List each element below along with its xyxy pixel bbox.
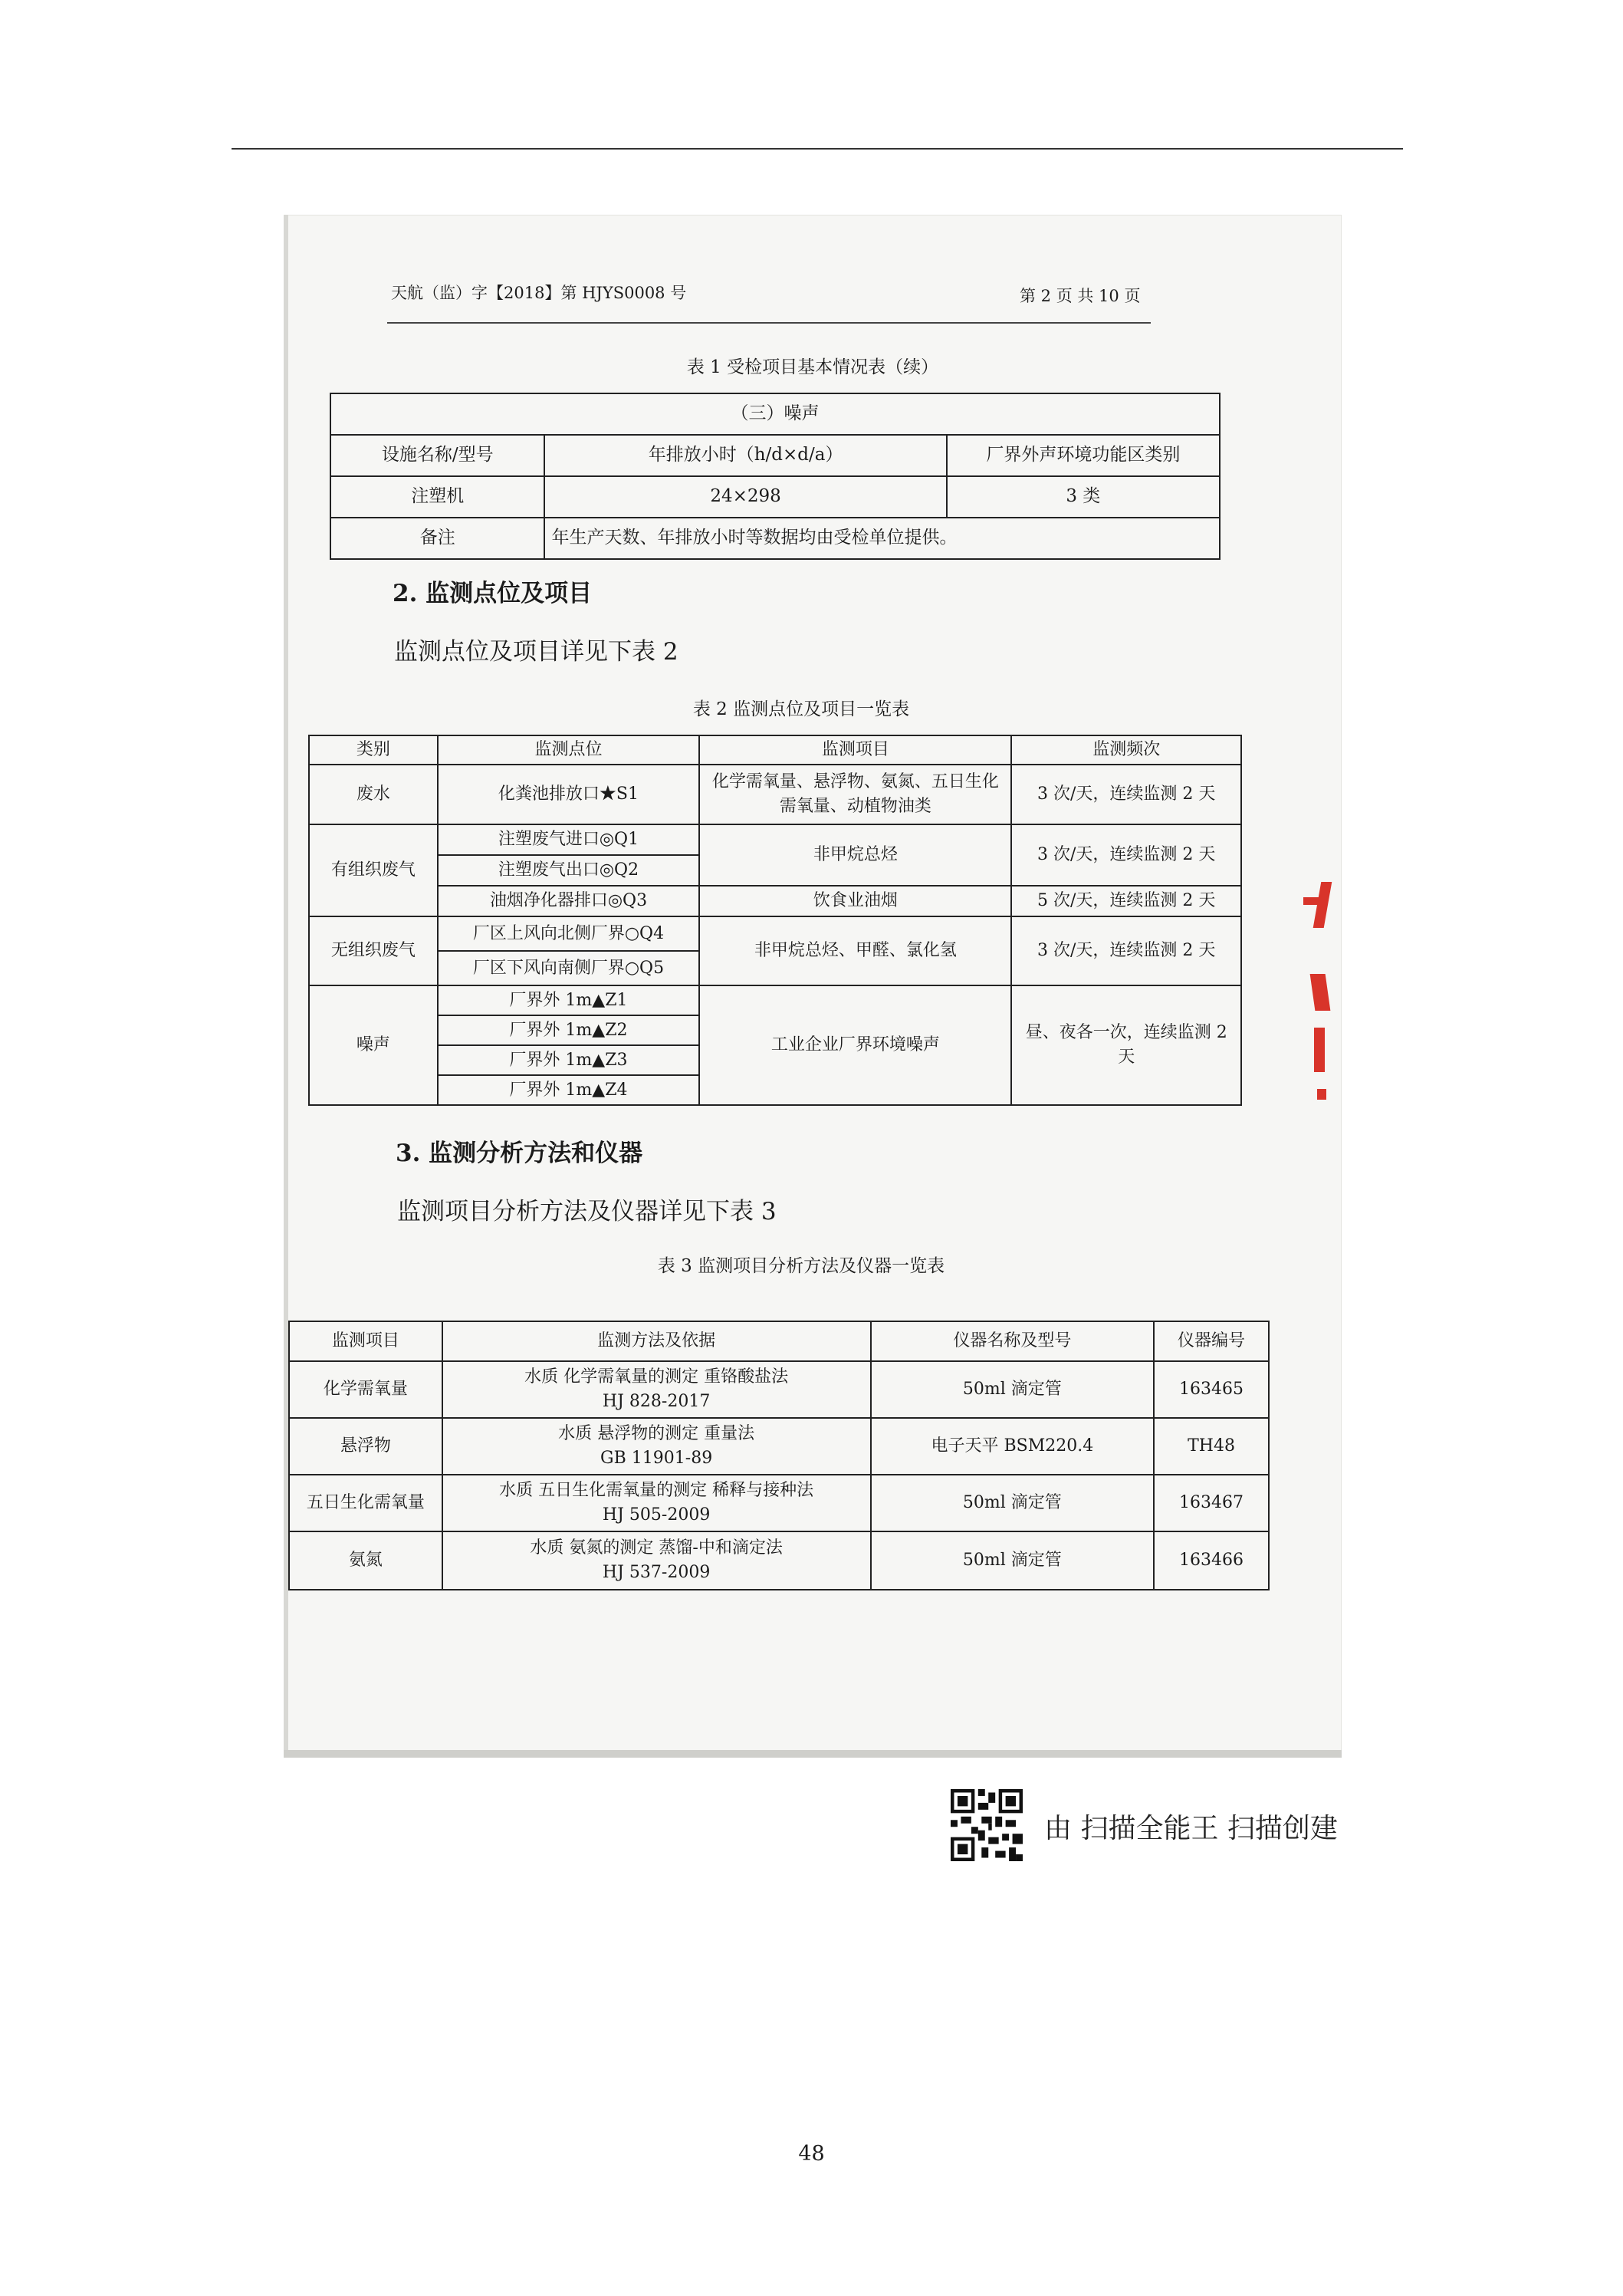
table2-items: 饮食业油烟 xyxy=(699,886,1011,916)
header-rule xyxy=(387,322,1151,324)
table2-items: 非甲烷总烃、甲醛、氯化氢 xyxy=(699,916,1011,985)
table3-instrument: 50ml 滴定管 xyxy=(871,1475,1154,1531)
table3-code: 163467 xyxy=(1154,1475,1269,1531)
table1-note-text: 年生产天数、年排放小时等数据均由受检单位提供。 xyxy=(544,518,1220,559)
table3-code: 163465 xyxy=(1154,1361,1269,1418)
stamp-fragment xyxy=(1317,1089,1326,1100)
table1-note-label: 备注 xyxy=(330,518,544,559)
table2-caption: 表 2 监测点位及项目一览表 xyxy=(692,699,910,719)
section3-heading: 3. 监测分析方法和仪器 xyxy=(396,1140,643,1167)
table3-header: 监测项目 xyxy=(289,1321,442,1361)
table1-header: 厂界外声环境功能区类别 xyxy=(947,435,1220,476)
table3-item: 五日生化需氧量 xyxy=(289,1475,442,1531)
table2-category: 废水 xyxy=(309,765,438,824)
table1-section: （三）噪声 xyxy=(330,393,1220,435)
table3-item: 悬浮物 xyxy=(289,1418,442,1475)
table3-instrument: 电子天平 BSM220.4 xyxy=(871,1418,1154,1475)
table2-point: 注塑废气进口◎Q1 xyxy=(438,824,699,855)
table2-point: 厂界外 1m▲Z4 xyxy=(438,1075,699,1105)
table3-header: 仪器编号 xyxy=(1154,1321,1269,1361)
table2-header: 监测项目 xyxy=(699,735,1011,765)
method-standard: HJ 828-2017 xyxy=(602,1392,711,1411)
qr-code-icon xyxy=(951,1789,1023,1861)
table1-caption: 表 1 受检项目基本情况表（续） xyxy=(686,357,939,377)
table3 xyxy=(288,1321,1270,1590)
table2-point: 厂界外 1m▲Z2 xyxy=(438,1015,699,1045)
table3-method xyxy=(442,1531,871,1590)
table1-header: 年排放小时（h/d×d/a） xyxy=(544,435,946,476)
table1-cell: 3 类 xyxy=(947,476,1220,518)
table3-caption: 表 3 监测项目分析方法及仪器一览表 xyxy=(657,1256,945,1276)
method-standard: HJ 537-2009 xyxy=(602,1563,711,1582)
table2-frequency: 5 次/天，连续监测 2 天 xyxy=(1011,886,1241,916)
table3-header: 监测方法及依据 xyxy=(442,1321,871,1361)
method-name: 水质 悬浮物的测定 重量法 xyxy=(558,1424,755,1444)
page-number: 48 xyxy=(798,2142,825,2166)
table2-frequency: 昼、夜各一次，连续监测 2 天 xyxy=(1011,985,1241,1105)
section3-text: 监测项目分析方法及仪器详见下表 3 xyxy=(397,1198,777,1225)
stamp-fragment xyxy=(1314,1028,1325,1072)
table3-code: TH48 xyxy=(1154,1418,1269,1475)
table2-header: 监测点位 xyxy=(438,735,699,765)
table3-item: 氨氮 xyxy=(289,1531,442,1590)
table3-method xyxy=(442,1475,871,1531)
table3-code: 163466 xyxy=(1154,1531,1269,1590)
table2 xyxy=(308,735,1242,1106)
method-name: 水质 五日生化需氧量的测定 稀释与接种法 xyxy=(499,1481,814,1501)
table2-point: 注塑废气出口◎Q2 xyxy=(438,855,699,886)
table3-header: 仪器名称及型号 xyxy=(871,1321,1154,1361)
table3-instrument: 50ml 滴定管 xyxy=(871,1361,1154,1418)
table2-point: 化粪池排放口★S1 xyxy=(438,765,699,824)
method-name: 水质 化学需氧量的测定 重铬酸盐法 xyxy=(524,1367,789,1387)
table2-point: 厂界外 1m▲Z3 xyxy=(438,1045,699,1075)
table2-point: 厂界外 1m▲Z1 xyxy=(438,985,699,1015)
table2-point: 厂区上风向北侧厂界○Q4 xyxy=(438,916,699,951)
page-info: 第 2 页 共 10 页 xyxy=(1020,287,1141,305)
table3-method xyxy=(442,1418,871,1475)
table2-header: 监测频次 xyxy=(1011,735,1241,765)
table1 xyxy=(330,393,1221,560)
table1-header: 设施名称/型号 xyxy=(330,435,544,476)
table2-category: 无组织废气 xyxy=(309,916,438,985)
table1-cell: 注塑机 xyxy=(330,476,544,518)
table2-frequency: 3 次/天，连续监测 2 天 xyxy=(1011,824,1241,886)
method-name: 水质 氨氮的测定 蒸馏-中和滴定法 xyxy=(530,1538,783,1558)
stamp-fragment xyxy=(1303,897,1322,905)
table2-items: 非甲烷总烃 xyxy=(699,824,1011,886)
section2-heading: 2. 监测点位及项目 xyxy=(393,580,593,607)
doc-number: 天航（监）字【2018】第 HJYS0008 号 xyxy=(391,284,687,302)
method-standard: HJ 505-2009 xyxy=(602,1505,711,1525)
table2-header: 类别 xyxy=(309,735,438,765)
page-top-rule xyxy=(232,148,1403,150)
table2-category: 噪声 xyxy=(309,985,438,1105)
table1-cell: 24×298 xyxy=(544,476,946,518)
table3-method xyxy=(442,1361,871,1418)
scan-shadow-bottom xyxy=(284,1750,1342,1758)
scan-credit: 由 扫描全能王 扫描创建 xyxy=(1044,1813,1338,1844)
table2-point: 油烟净化器排口◎Q3 xyxy=(438,886,699,916)
method-standard: GB 11901-89 xyxy=(600,1449,713,1468)
table2-category: 有组织废气 xyxy=(309,824,438,916)
table2-frequency: 3 次/天，连续监测 2 天 xyxy=(1011,916,1241,985)
table2-items: 工业企业厂界环境噪声 xyxy=(699,985,1011,1105)
table2-point: 厂区下风向南侧厂界○Q5 xyxy=(438,951,699,985)
section2-text: 监测点位及项目详见下表 2 xyxy=(394,638,678,666)
table2-items: 化学需氧量、悬浮物、氨氮、五日生化需氧量、动植物油类 xyxy=(699,765,1011,824)
table2-frequency: 3 次/天，连续监测 2 天 xyxy=(1011,765,1241,824)
table3-item: 化学需氧量 xyxy=(289,1361,442,1418)
table3-instrument: 50ml 滴定管 xyxy=(871,1531,1154,1590)
